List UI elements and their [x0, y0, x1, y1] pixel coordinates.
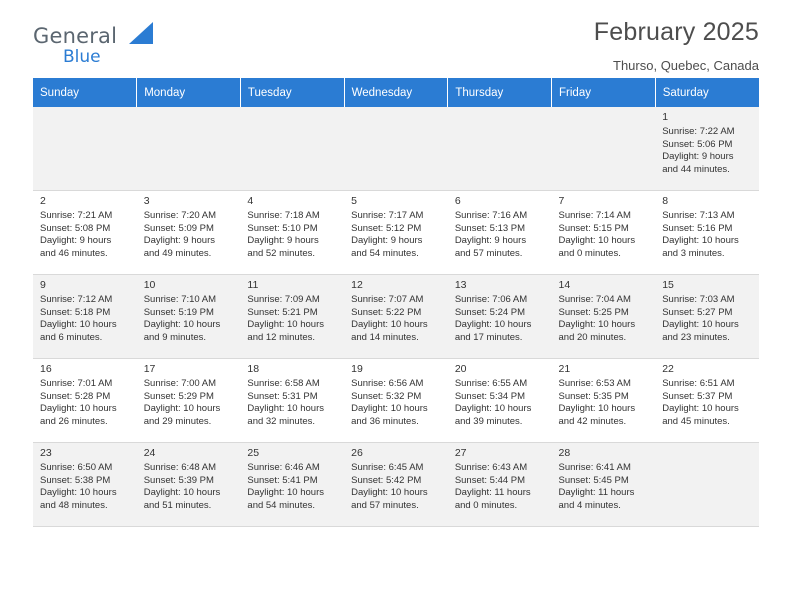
day-sun-info	[662, 378, 753, 428]
day-info-line: Sunset: 5:21 PM	[247, 306, 318, 318]
day-info-line: Daylight: 10 hours	[558, 403, 636, 415]
day-info-line: and 36 minutes.	[351, 415, 419, 427]
day-number: 12	[351, 279, 363, 291]
day-info-line: and 46 minutes.	[40, 247, 108, 259]
day-sun-info	[559, 294, 650, 344]
day-number: 18	[247, 363, 260, 375]
day-info-line: Daylight: 10 hours	[247, 487, 324, 499]
day-info-line: Daylight: 11 hours	[558, 487, 635, 499]
day-info-line: Sunset: 5:12 PM	[351, 222, 422, 234]
day-info-line: Sunrise: 7:03 AM	[662, 294, 735, 306]
day-info-line: Sunset: 5:32 PM	[351, 390, 422, 402]
day-sun-info	[144, 210, 235, 260]
day-info-line: Sunset: 5:09 PM	[143, 222, 214, 234]
day-info-line: and 23 minutes.	[662, 331, 730, 343]
day-number: 17	[143, 363, 156, 375]
day-sun-info	[40, 378, 131, 428]
calendar-day-cell[interactable]	[137, 443, 241, 527]
day-info-line: and 57 minutes.	[454, 247, 523, 259]
calendar-day-cell[interactable]	[137, 191, 241, 275]
day-info-line: Sunset: 5:29 PM	[143, 390, 214, 402]
day-info-line: Sunrise: 6:45 AM	[351, 462, 424, 474]
day-info-line: Sunset: 5:44 PM	[454, 474, 526, 486]
day-number: 15	[662, 279, 674, 291]
day-info-line: and 48 minutes.	[40, 499, 108, 511]
calendar-day-cell[interactable]	[552, 275, 656, 359]
day-info-line: and 12 minutes.	[247, 331, 316, 343]
day-info-line: Sunset: 5:18 PM	[40, 306, 111, 318]
day-info-line: Sunrise: 7:07 AM	[351, 294, 424, 306]
calendar-week-row	[33, 443, 759, 527]
day-sun-info	[662, 294, 753, 344]
day-info-line: Sunset: 5:34 PM	[454, 390, 526, 402]
title-block	[594, 18, 759, 73]
day-info-line: and 20 minutes.	[558, 331, 627, 343]
day-info-line: Sunset: 5:16 PM	[662, 222, 733, 234]
day-info-line: Daylight: 10 hours	[454, 319, 532, 331]
calendar-day-cell[interactable]	[344, 191, 448, 275]
day-info-line: and 54 minutes.	[247, 499, 316, 511]
day-info-line: and 39 minutes.	[454, 415, 523, 427]
day-info-line: Sunrise: 7:22 AM	[662, 126, 735, 138]
day-sun-info	[247, 210, 338, 260]
day-info-line: and 57 minutes.	[351, 499, 419, 511]
day-info-line: and 32 minutes.	[247, 415, 316, 427]
day-info-line: Sunset: 5:35 PM	[558, 390, 629, 402]
day-sun-info	[455, 210, 546, 260]
day-info-line: Daylight: 9 hours	[40, 235, 112, 247]
logo-text-blue: Blue	[63, 47, 101, 67]
day-info-line: Sunrise: 7:12 AM	[40, 294, 113, 306]
day-number: 22	[662, 363, 674, 375]
calendar-day-cell[interactable]	[552, 191, 656, 275]
day-sun-info	[247, 378, 338, 428]
day-number: 8	[662, 195, 669, 207]
day-number: 11	[247, 279, 259, 291]
day-info-line: Sunrise: 6:46 AM	[247, 462, 320, 474]
calendar-day-cell[interactable]	[33, 191, 137, 275]
weekday-header-sunday: Sunday	[33, 78, 137, 107]
weekday-header-wednesday: Wednesday	[344, 78, 448, 107]
calendar-empty-cell	[240, 107, 344, 191]
day-info-line: and 3 minutes.	[662, 247, 725, 259]
day-info-line: Sunrise: 7:21 AM	[40, 210, 113, 222]
day-info-line: Daylight: 9 hours	[351, 235, 423, 247]
day-number: 9	[40, 279, 46, 291]
day-info-line: and 6 minutes.	[40, 331, 103, 343]
day-info-line: Daylight: 10 hours	[558, 319, 636, 331]
location-subtitle: Thurso, Quebec, Canada	[613, 58, 759, 73]
day-info-line: Sunrise: 6:55 AM	[454, 378, 528, 390]
calendar-day-cell[interactable]	[240, 275, 344, 359]
day-sun-info	[455, 462, 546, 512]
day-number: 6	[454, 195, 461, 207]
day-info-line: Daylight: 9 hours	[662, 151, 734, 163]
calendar-day-cell[interactable]	[240, 191, 344, 275]
calendar-day-cell[interactable]	[344, 443, 448, 527]
day-number: 23	[40, 447, 52, 459]
day-info-line: and 29 minutes.	[143, 415, 212, 427]
calendar-day-cell[interactable]	[137, 275, 241, 359]
day-info-line: Sunset: 5:37 PM	[662, 390, 733, 402]
day-sun-info	[40, 294, 131, 344]
day-info-line: Sunset: 5:08 PM	[40, 222, 111, 234]
day-info-line: Sunrise: 7:20 AM	[143, 210, 217, 222]
calendar-empty-cell	[552, 107, 656, 191]
day-info-line: and 54 minutes.	[351, 247, 419, 259]
day-info-line: Daylight: 10 hours	[247, 403, 324, 415]
day-info-line: and 45 minutes.	[662, 415, 730, 427]
day-sun-info	[351, 210, 442, 260]
calendar-empty-cell	[137, 107, 241, 191]
day-info-line: Sunset: 5:28 PM	[40, 390, 111, 402]
day-info-line: Sunrise: 7:01 AM	[40, 378, 113, 390]
day-number: 24	[143, 447, 156, 459]
day-info-line: Sunrise: 6:48 AM	[143, 462, 217, 474]
day-info-line: Sunrise: 7:16 AM	[454, 210, 528, 222]
calendar-empty-cell	[344, 107, 448, 191]
day-info-line: Daylight: 9 hours	[454, 235, 527, 247]
day-number: 19	[351, 363, 363, 375]
day-sun-info	[559, 210, 650, 260]
calendar-day-cell[interactable]	[448, 275, 552, 359]
calendar-day-cell[interactable]	[240, 443, 344, 527]
day-info-line: Daylight: 10 hours	[143, 319, 221, 331]
day-info-line: Sunrise: 7:04 AM	[558, 294, 631, 306]
day-info-line: and 14 minutes.	[351, 331, 419, 343]
day-info-line: and 44 minutes.	[662, 163, 730, 175]
day-info-line: Daylight: 10 hours	[351, 319, 428, 331]
day-info-line: and 42 minutes.	[558, 415, 627, 427]
day-info-line: Sunrise: 6:53 AM	[558, 378, 631, 390]
day-number: 4	[247, 195, 254, 207]
day-number: 27	[454, 447, 467, 459]
day-sun-info	[559, 378, 650, 428]
triangle-mark-icon	[129, 22, 153, 44]
calendar-day-cell[interactable]	[344, 275, 448, 359]
day-info-line: and 52 minutes.	[247, 247, 316, 259]
day-info-line: and 4 minutes.	[558, 499, 621, 511]
day-info-line: and 26 minutes.	[40, 415, 108, 427]
day-info-line: Daylight: 11 hours	[454, 487, 531, 499]
weekday-header-friday: Friday	[552, 78, 656, 107]
day-number: 13	[454, 279, 467, 291]
weekday-header-thursday: Thursday	[448, 78, 552, 107]
day-sun-info	[247, 294, 338, 344]
day-info-line: Sunrise: 6:43 AM	[454, 462, 528, 474]
day-info-line: Daylight: 10 hours	[143, 403, 221, 415]
day-info-line: Daylight: 10 hours	[40, 319, 117, 331]
day-info-line: Sunrise: 7:09 AM	[247, 294, 320, 306]
day-info-line: Sunset: 5:39 PM	[143, 474, 214, 486]
day-info-line: Daylight: 9 hours	[143, 235, 215, 247]
day-sun-info	[247, 462, 338, 512]
calendar-table	[33, 78, 759, 527]
day-number: 25	[247, 447, 260, 459]
day-number: 1	[662, 111, 669, 123]
day-info-line: Daylight: 10 hours	[247, 319, 324, 331]
weekday-header-tuesday: Tuesday	[240, 78, 344, 107]
day-number: 2	[40, 195, 46, 207]
logo-text-general: General	[33, 24, 118, 48]
day-info-line: Daylight: 10 hours	[662, 403, 739, 415]
day-info-line: Sunset: 5:13 PM	[454, 222, 526, 234]
day-sun-info	[662, 126, 753, 176]
day-number: 20	[454, 363, 467, 375]
calendar-day-cell[interactable]	[33, 443, 137, 527]
day-info-line: Sunrise: 7:13 AM	[662, 210, 735, 222]
day-info-line: and 49 minutes.	[143, 247, 212, 259]
day-info-line: Sunrise: 7:17 AM	[351, 210, 424, 222]
calendar-empty-cell	[448, 107, 552, 191]
logo	[33, 26, 117, 66]
day-info-line: Daylight: 10 hours	[40, 403, 117, 415]
calendar-day-cell[interactable]	[448, 359, 552, 443]
day-info-line: Daylight: 9 hours	[247, 235, 319, 247]
calendar-week-row	[33, 191, 759, 275]
calendar-day-cell[interactable]	[655, 191, 759, 275]
calendar-day-cell[interactable]	[655, 107, 759, 191]
day-number: 16	[40, 363, 52, 375]
calendar-day-cell[interactable]	[344, 359, 448, 443]
day-info-line: Sunset: 5:19 PM	[143, 306, 214, 318]
day-info-line: Sunrise: 6:41 AM	[558, 462, 631, 474]
day-info-line: Sunrise: 7:18 AM	[247, 210, 320, 222]
calendar-body	[33, 107, 759, 527]
day-number: 3	[143, 195, 150, 207]
day-number: 5	[351, 195, 357, 207]
day-info-line: Daylight: 10 hours	[351, 487, 428, 499]
day-info-line: Daylight: 10 hours	[40, 487, 117, 499]
calendar-empty-cell	[655, 443, 759, 527]
day-info-line: and 0 minutes.	[454, 499, 518, 511]
calendar-week-row	[33, 107, 759, 191]
day-info-line: Daylight: 10 hours	[351, 403, 428, 415]
day-info-line: Sunset: 5:41 PM	[247, 474, 318, 486]
day-sun-info	[455, 378, 546, 428]
calendar-day-cell[interactable]	[655, 359, 759, 443]
calendar-empty-cell	[33, 107, 137, 191]
day-info-line: Daylight: 10 hours	[143, 487, 221, 499]
calendar-week-row	[33, 275, 759, 359]
day-info-line: Sunset: 5:42 PM	[351, 474, 422, 486]
day-info-line: Daylight: 10 hours	[454, 403, 532, 415]
day-number: 28	[558, 447, 571, 459]
day-info-line: Sunset: 5:22 PM	[351, 306, 422, 318]
day-info-line: and 51 minutes.	[143, 499, 212, 511]
day-sun-info	[144, 378, 235, 428]
day-sun-info	[662, 210, 753, 260]
day-info-line: Daylight: 10 hours	[662, 319, 739, 331]
calendar-day-cell[interactable]	[655, 275, 759, 359]
day-info-line: and 0 minutes.	[558, 247, 621, 259]
day-number: 10	[143, 279, 156, 291]
calendar-day-cell[interactable]	[33, 359, 137, 443]
day-info-line: Sunset: 5:10 PM	[247, 222, 318, 234]
day-info-line: Daylight: 10 hours	[662, 235, 739, 247]
weekday-header-saturday: Saturday	[655, 78, 759, 107]
day-info-line: Sunrise: 6:58 AM	[247, 378, 320, 390]
day-info-line: Sunrise: 7:00 AM	[143, 378, 217, 390]
weekday-header-monday: Monday	[137, 78, 241, 107]
day-number: 26	[351, 447, 363, 459]
calendar-day-cell[interactable]	[552, 443, 656, 527]
day-info-line: Sunset: 5:31 PM	[247, 390, 318, 402]
day-info-line: and 9 minutes.	[143, 331, 207, 343]
day-sun-info	[559, 462, 650, 512]
day-info-line: Sunset: 5:24 PM	[454, 306, 526, 318]
day-info-line: Daylight: 10 hours	[558, 235, 636, 247]
day-sun-info	[351, 462, 442, 512]
calendar-day-cell[interactable]	[552, 359, 656, 443]
day-info-line: Sunrise: 6:51 AM	[662, 378, 735, 390]
day-sun-info	[455, 294, 546, 344]
day-info-line: Sunset: 5:38 PM	[40, 474, 111, 486]
day-sun-info	[351, 294, 442, 344]
day-info-line: Sunrise: 6:50 AM	[40, 462, 113, 474]
day-sun-info	[144, 462, 235, 512]
day-info-line: Sunrise: 7:10 AM	[143, 294, 217, 306]
day-sun-info	[40, 210, 131, 260]
day-info-line: Sunrise: 7:06 AM	[454, 294, 528, 306]
calendar-week-row	[33, 359, 759, 443]
calendar-day-cell[interactable]	[137, 359, 241, 443]
day-info-line: Sunset: 5:45 PM	[558, 474, 629, 486]
calendar-day-cell[interactable]	[448, 191, 552, 275]
day-info-line: and 17 minutes.	[454, 331, 523, 343]
day-info-line: Sunrise: 6:56 AM	[351, 378, 424, 390]
day-sun-info	[351, 378, 442, 428]
day-number: 21	[558, 363, 571, 375]
day-info-line: Sunset: 5:15 PM	[558, 222, 629, 234]
day-sun-info	[40, 462, 131, 512]
day-info-line: Sunset: 5:27 PM	[662, 306, 733, 318]
page-title: February 2025	[593, 18, 759, 46]
page-header	[33, 0, 759, 72]
day-info-line: Sunset: 5:06 PM	[662, 138, 733, 150]
calendar-day-cell[interactable]	[448, 443, 552, 527]
day-sun-info	[144, 294, 235, 344]
day-info-line: Sunset: 5:25 PM	[558, 306, 629, 318]
calendar-day-cell[interactable]	[33, 275, 137, 359]
day-number: 7	[558, 195, 565, 207]
weekday-header-row	[33, 78, 759, 107]
day-info-line: Sunrise: 7:14 AM	[558, 210, 631, 222]
day-number: 14	[558, 279, 571, 291]
calendar-day-cell[interactable]	[240, 359, 344, 443]
